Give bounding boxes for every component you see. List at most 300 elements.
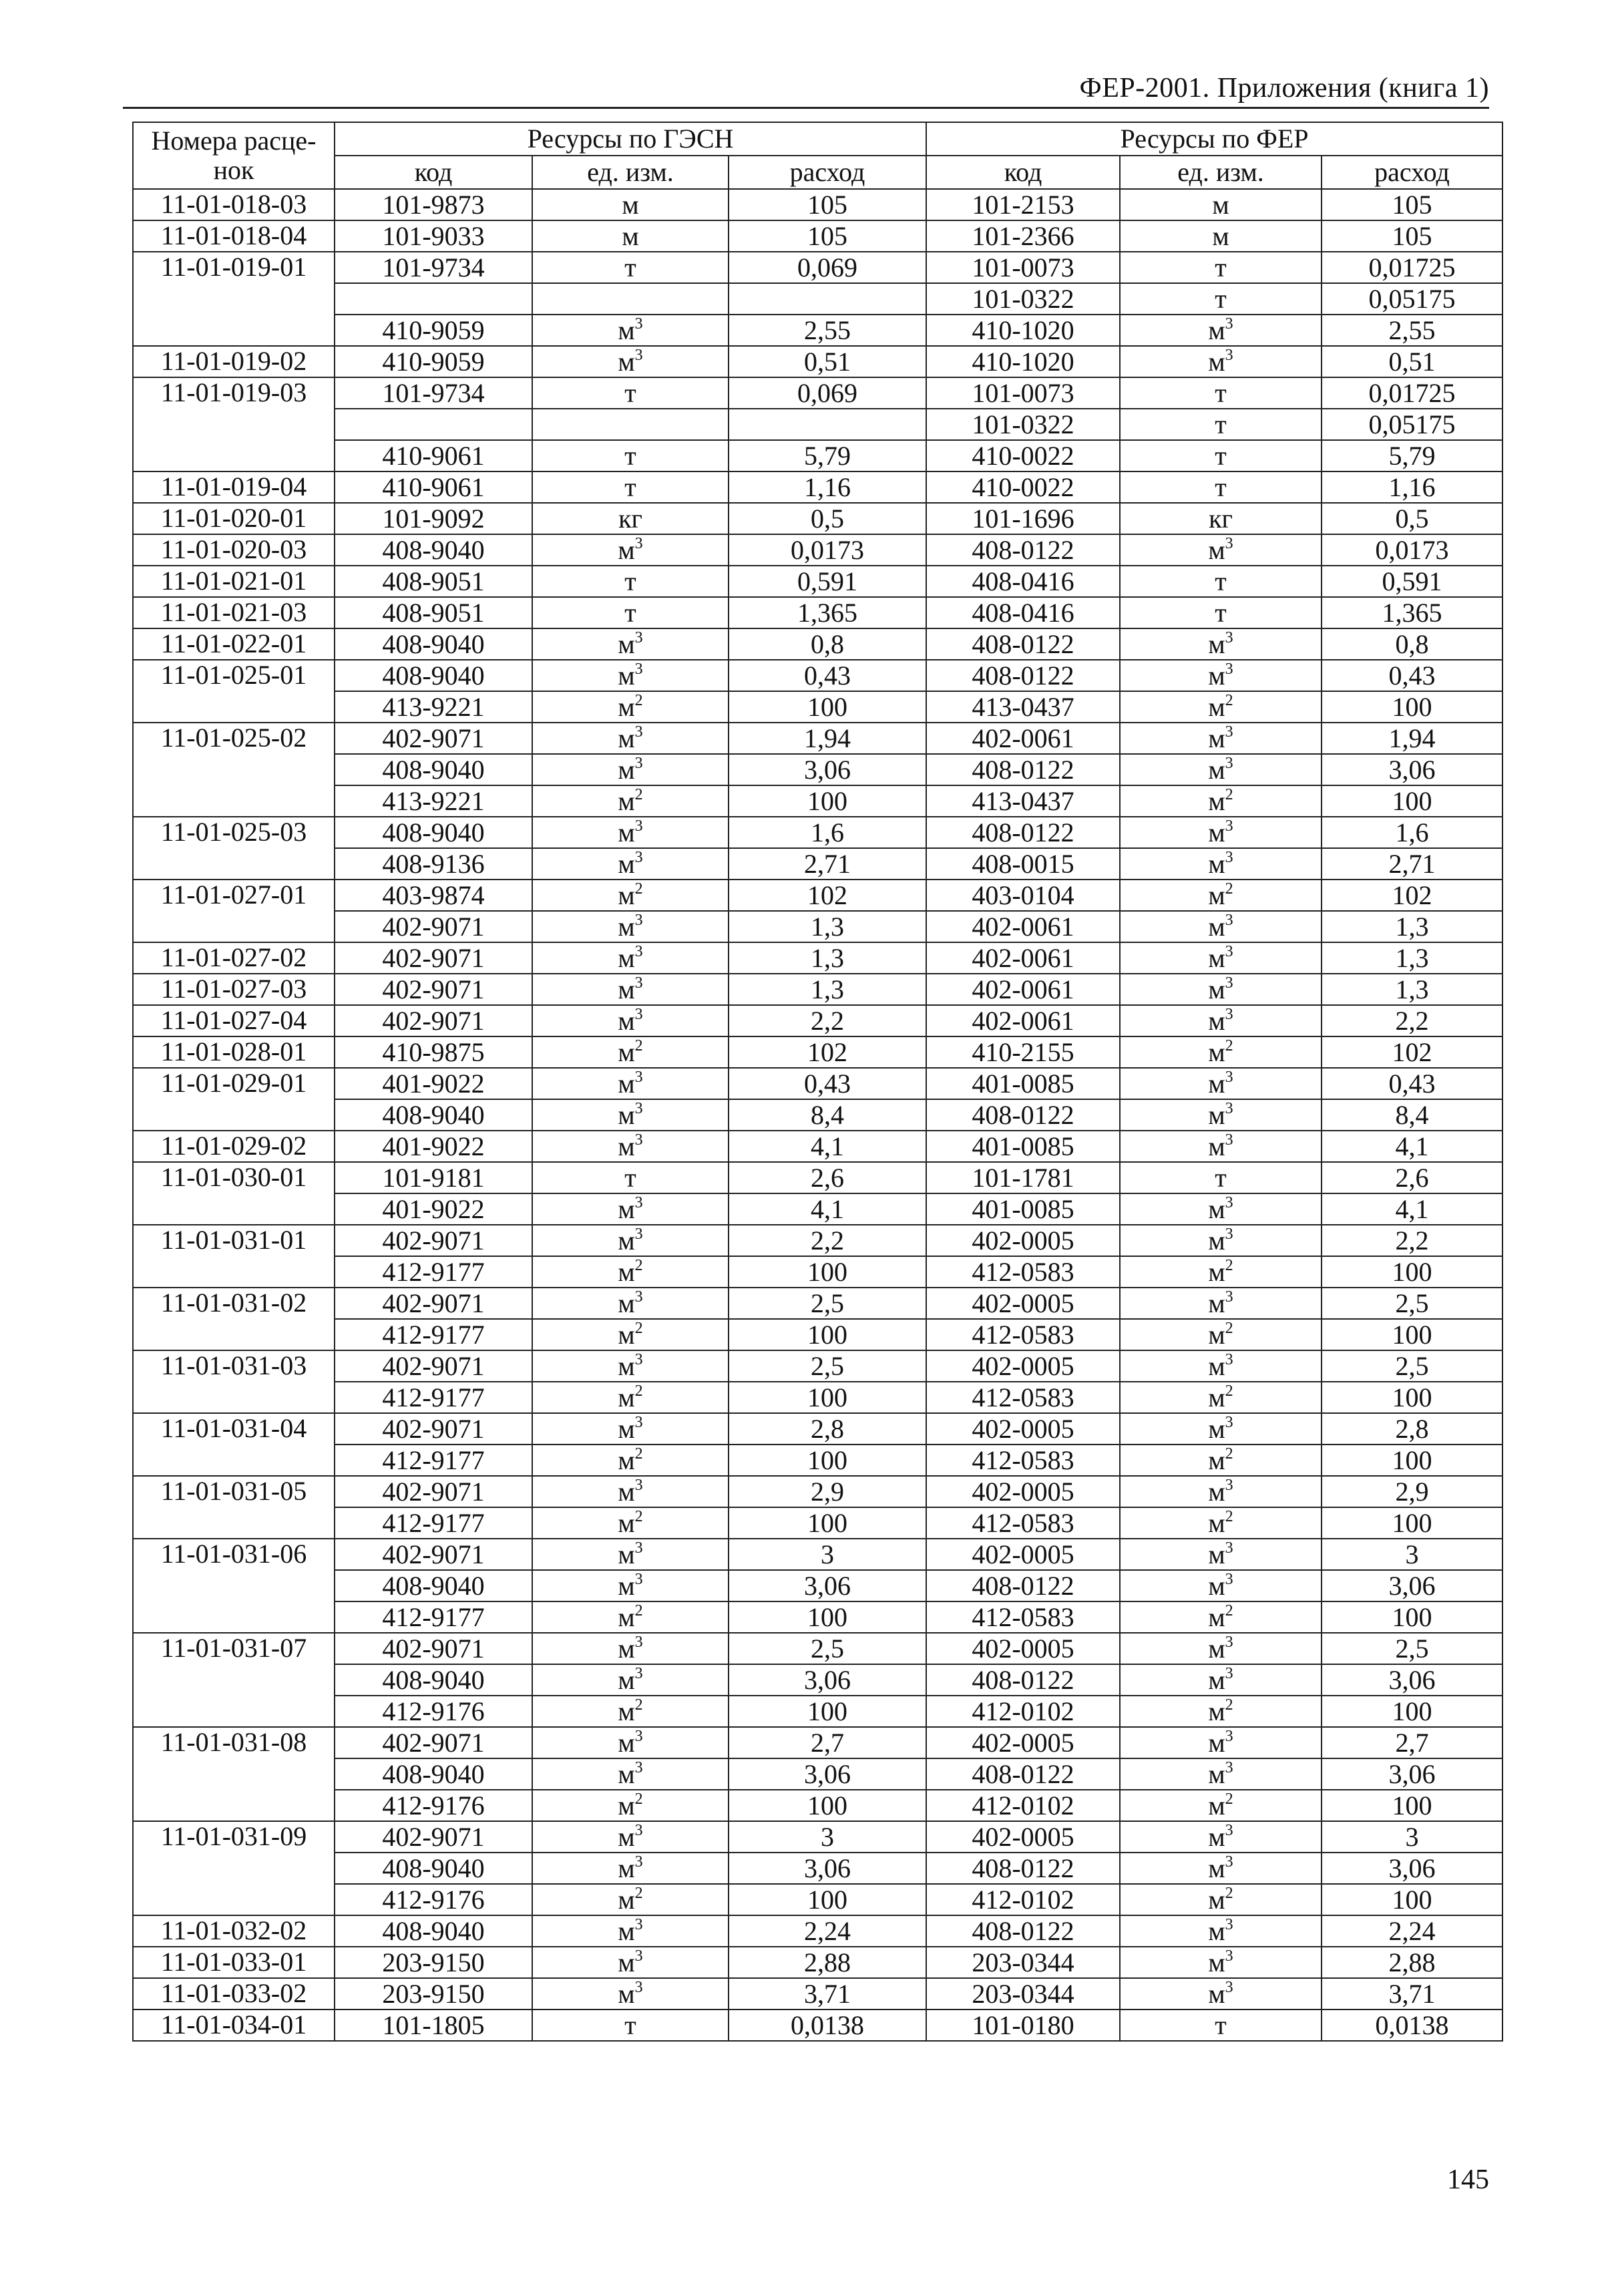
gesn-amount-cell: 3,06 bbox=[729, 1664, 926, 1696]
gesn-unit-cell: $м^2$ bbox=[532, 1319, 729, 1350]
unit-exponent: 3 bbox=[1225, 1539, 1233, 1557]
rate-number-cell: 11-01-031-03 bbox=[133, 1350, 335, 1413]
table-row bbox=[133, 911, 1502, 942]
fer-code-cell: 402-0061 bbox=[926, 974, 1120, 1005]
fer-code-cell: 412-0583 bbox=[926, 1382, 1120, 1413]
fer-code-cell: 412-0583 bbox=[926, 1445, 1120, 1476]
fer-unit-cell: $м^3$ bbox=[1120, 1821, 1322, 1853]
rate-number-cell: 11-01-025-01 bbox=[133, 660, 335, 723]
fer-unit-cell: $м^3$ bbox=[1120, 1099, 1322, 1131]
unit-exponent: 3 bbox=[634, 1821, 643, 1839]
unit-exponent: 3 bbox=[1225, 1413, 1233, 1431]
table-row bbox=[133, 754, 1502, 785]
gesn-unit-cell: $м^3$ bbox=[532, 1099, 729, 1131]
table-row bbox=[133, 848, 1502, 880]
gesn-code-cell: 402-9071 bbox=[335, 1225, 532, 1256]
unit-exponent: 3 bbox=[634, 660, 643, 678]
fer-amount-cell: 2,5 bbox=[1322, 1350, 1502, 1382]
gesn-amount-cell: 0,43 bbox=[729, 1068, 926, 1099]
header-rule bbox=[123, 107, 1489, 109]
gesn-unit-cell: $м^2$ bbox=[532, 1696, 729, 1727]
unit-exponent: 3 bbox=[1225, 754, 1233, 772]
rate-number-cell: 11-01-020-01 bbox=[133, 503, 335, 534]
gesn-code-cell: 402-9071 bbox=[335, 974, 532, 1005]
gesn-code-cell: 408-9136 bbox=[335, 848, 532, 880]
gesn-unit-cell bbox=[532, 283, 729, 315]
gesn-code-cell: 401-9022 bbox=[335, 1068, 532, 1099]
unit-exponent: 3 bbox=[1225, 534, 1233, 552]
unit-exponent: 3 bbox=[634, 1633, 643, 1651]
gesn-code-cell: 401-9022 bbox=[335, 1193, 532, 1225]
rate-number-cell: 11-01-019-02 bbox=[133, 346, 335, 377]
gesn-code-cell: 408-9040 bbox=[335, 534, 532, 566]
header-fer-group: Ресурсы по ФЕР bbox=[926, 122, 1502, 156]
unit-exponent: 3 bbox=[634, 1758, 643, 1776]
unit-exponent: 2 bbox=[634, 1036, 643, 1055]
unit-exponent: 3 bbox=[634, 1915, 643, 1933]
gesn-unit-cell: т bbox=[532, 566, 729, 597]
unit-exponent: 3 bbox=[634, 1413, 643, 1431]
fer-unit-cell: $м^3$ bbox=[1120, 1570, 1322, 1601]
fer-code-cell: 412-0102 bbox=[926, 1696, 1120, 1727]
unit-exponent: 3 bbox=[1225, 1633, 1233, 1651]
table-row bbox=[133, 1036, 1502, 1068]
table-row bbox=[133, 1821, 1502, 1853]
fer-unit-cell: $м^2$ bbox=[1120, 691, 1322, 723]
gesn-code-cell: 101-9092 bbox=[335, 503, 532, 534]
unit-exponent: 3 bbox=[634, 1853, 643, 1871]
gesn-unit-cell: $м^3$ bbox=[532, 1978, 729, 2010]
gesn-unit-cell: $м^3$ bbox=[532, 817, 729, 848]
gesn-amount-cell: 0,069 bbox=[729, 377, 926, 409]
gesn-unit-cell: $м^2$ bbox=[532, 1884, 729, 1915]
fer-unit-cell: $м^2$ bbox=[1120, 880, 1322, 911]
gesn-code-cell: 412-9176 bbox=[335, 1790, 532, 1821]
gesn-unit-cell: $м^3$ bbox=[532, 1727, 729, 1758]
table-row bbox=[133, 1696, 1502, 1727]
header-gesn-unit: ед. изм. bbox=[532, 156, 729, 189]
fer-amount-cell: 0,43 bbox=[1322, 1068, 1502, 1099]
fer-code-cell: 408-0122 bbox=[926, 628, 1120, 660]
rate-number-cell: 11-01-019-04 bbox=[133, 471, 335, 503]
gesn-amount-cell: 1,3 bbox=[729, 974, 926, 1005]
gesn-code-cell: 408-9051 bbox=[335, 566, 532, 597]
gesn-code-cell: 402-9071 bbox=[335, 1821, 532, 1853]
gesn-code-cell: 410-9061 bbox=[335, 440, 532, 471]
fer-unit-cell: $м^3$ bbox=[1120, 848, 1322, 880]
unit-exponent: 3 bbox=[634, 974, 643, 992]
fer-unit-cell: м bbox=[1120, 189, 1322, 220]
fer-unit-cell: $м^3$ bbox=[1120, 315, 1322, 346]
gesn-amount-cell: 1,3 bbox=[729, 911, 926, 942]
unit-exponent: 3 bbox=[1225, 1005, 1233, 1023]
unit-exponent: 3 bbox=[634, 315, 643, 333]
header-row-columns bbox=[133, 156, 1502, 189]
fer-amount-cell: 0,8 bbox=[1322, 628, 1502, 660]
fer-code-cell: 101-0322 bbox=[926, 409, 1120, 440]
gesn-amount-cell: 100 bbox=[729, 1884, 926, 1915]
gesn-code-cell: 402-9071 bbox=[335, 1288, 532, 1319]
gesn-code-cell: 413-9221 bbox=[335, 691, 532, 723]
fer-code-cell: 101-0180 bbox=[926, 2010, 1120, 2041]
gesn-amount-cell: 2,8 bbox=[729, 1413, 926, 1445]
table-row bbox=[133, 660, 1502, 691]
fer-code-cell: 412-0583 bbox=[926, 1601, 1120, 1633]
table-row bbox=[133, 534, 1502, 566]
gesn-unit-cell: $м^2$ bbox=[532, 1601, 729, 1633]
fer-unit-cell: $м^2$ bbox=[1120, 1884, 1322, 1915]
gesn-amount-cell: 4,1 bbox=[729, 1193, 926, 1225]
table-row bbox=[133, 691, 1502, 723]
table-row bbox=[133, 1884, 1502, 1915]
gesn-unit-cell: $м^3$ bbox=[532, 660, 729, 691]
gesn-code-cell bbox=[335, 283, 532, 315]
gesn-amount-cell: 0,069 bbox=[729, 252, 926, 283]
gesn-code-cell: 413-9221 bbox=[335, 785, 532, 817]
fer-amount-cell: 3 bbox=[1322, 1821, 1502, 1853]
unit-exponent: 3 bbox=[634, 911, 643, 929]
gesn-code-cell: 412-9177 bbox=[335, 1445, 532, 1476]
rate-number-cell: 11-01-031-07 bbox=[133, 1633, 335, 1727]
fer-amount-cell: 100 bbox=[1322, 1382, 1502, 1413]
fer-unit-cell: $м^2$ bbox=[1120, 1256, 1322, 1288]
fer-code-cell: 101-2366 bbox=[926, 220, 1120, 252]
fer-code-cell: 402-0005 bbox=[926, 1413, 1120, 1445]
table-row bbox=[133, 723, 1502, 754]
unit-exponent: 2 bbox=[634, 1319, 643, 1337]
gesn-amount-cell: 8,4 bbox=[729, 1099, 926, 1131]
fer-code-cell: 402-0005 bbox=[926, 1539, 1120, 1570]
gesn-unit-cell: т bbox=[532, 2010, 729, 2041]
fer-amount-cell: 1,3 bbox=[1322, 942, 1502, 974]
fer-code-cell: 101-0073 bbox=[926, 377, 1120, 409]
fer-unit-cell: м bbox=[1120, 220, 1322, 252]
fer-code-cell: 408-0122 bbox=[926, 1664, 1120, 1696]
rate-number-cell: 11-01-021-03 bbox=[133, 597, 335, 628]
fer-code-cell: 402-0005 bbox=[926, 1727, 1120, 1758]
fer-code-cell: 402-0005 bbox=[926, 1633, 1120, 1664]
fer-code-cell: 402-0061 bbox=[926, 942, 1120, 974]
fer-amount-cell: 102 bbox=[1322, 880, 1502, 911]
gesn-amount-cell: 100 bbox=[729, 1445, 926, 1476]
gesn-unit-cell: $м^3$ bbox=[532, 346, 729, 377]
fer-unit-cell: т bbox=[1120, 252, 1322, 283]
gesn-code-cell: 203-9150 bbox=[335, 1978, 532, 2010]
unit-exponent: 3 bbox=[634, 628, 643, 646]
gesn-code-cell: 408-9051 bbox=[335, 597, 532, 628]
gesn-unit-cell: $м^2$ bbox=[532, 1256, 729, 1288]
gesn-unit-cell: т bbox=[532, 252, 729, 283]
rate-number-cell: 11-01-029-02 bbox=[133, 1131, 335, 1162]
fer-amount-cell: 1,16 bbox=[1322, 471, 1502, 503]
table-row bbox=[133, 1978, 1502, 2010]
fer-unit-cell: $м^3$ bbox=[1120, 1413, 1322, 1445]
fer-amount-cell: 100 bbox=[1322, 1884, 1502, 1915]
gesn-code-cell: 101-9181 bbox=[335, 1162, 532, 1193]
unit-exponent: 3 bbox=[1225, 1193, 1233, 1211]
gesn-amount-cell: 3 bbox=[729, 1821, 926, 1853]
table-row bbox=[133, 252, 1502, 283]
gesn-unit-cell: т bbox=[532, 377, 729, 409]
unit-exponent: 3 bbox=[1225, 660, 1233, 678]
gesn-unit-cell: $м^3$ bbox=[532, 974, 729, 1005]
fer-code-cell: 410-0022 bbox=[926, 471, 1120, 503]
fer-amount-cell: 100 bbox=[1322, 1790, 1502, 1821]
header-row-groups bbox=[133, 122, 1502, 156]
fer-amount-cell: 2,24 bbox=[1322, 1915, 1502, 1947]
fer-amount-cell: 0,05175 bbox=[1322, 409, 1502, 440]
gesn-code-cell: 402-9071 bbox=[335, 942, 532, 974]
fer-unit-cell: $м^3$ bbox=[1120, 817, 1322, 848]
gesn-amount-cell: 3,06 bbox=[729, 1570, 926, 1601]
table-row bbox=[133, 1947, 1502, 1978]
gesn-code-cell: 412-9177 bbox=[335, 1319, 532, 1350]
gesn-unit-cell: $м^3$ bbox=[532, 1539, 729, 1570]
gesn-code-cell: 410-9059 bbox=[335, 315, 532, 346]
rate-number-cell: 11-01-033-02 bbox=[133, 1978, 335, 2010]
gesn-unit-cell: $м^3$ bbox=[532, 1193, 729, 1225]
fer-unit-cell: $м^2$ bbox=[1120, 1382, 1322, 1413]
fer-amount-cell: 2,7 bbox=[1322, 1727, 1502, 1758]
rate-number-cell: 11-01-032-02 bbox=[133, 1915, 335, 1947]
unit-exponent: 3 bbox=[1225, 1821, 1233, 1839]
unit-exponent: 2 bbox=[1225, 1790, 1233, 1808]
gesn-unit-cell: $м^3$ bbox=[532, 1821, 729, 1853]
unit-exponent: 2 bbox=[634, 785, 643, 803]
gesn-unit-cell: $м^3$ bbox=[532, 723, 729, 754]
rate-number-cell: 11-01-031-06 bbox=[133, 1539, 335, 1633]
gesn-unit-cell: $м^3$ bbox=[532, 1350, 729, 1382]
gesn-code-cell: 101-9033 bbox=[335, 220, 532, 252]
fer-unit-cell: $м^3$ bbox=[1120, 1350, 1322, 1382]
gesn-code-cell: 408-9040 bbox=[335, 1758, 532, 1790]
fer-code-cell: 408-0122 bbox=[926, 660, 1120, 691]
unit-exponent: 2 bbox=[634, 1790, 643, 1808]
fer-code-cell: 203-0344 bbox=[926, 1947, 1120, 1978]
unit-exponent: 3 bbox=[634, 1099, 643, 1117]
table-row bbox=[133, 409, 1502, 440]
gesn-amount-cell: 2,2 bbox=[729, 1225, 926, 1256]
unit-exponent: 3 bbox=[634, 1288, 643, 1306]
unit-exponent: 3 bbox=[1225, 1915, 1233, 1933]
rate-number-cell: 11-01-029-01 bbox=[133, 1068, 335, 1131]
table-row bbox=[133, 785, 1502, 817]
unit-exponent: 2 bbox=[1225, 1319, 1233, 1337]
fer-code-cell: 402-0061 bbox=[926, 723, 1120, 754]
gesn-amount-cell: 102 bbox=[729, 880, 926, 911]
rate-number-cell: 11-01-027-04 bbox=[133, 1005, 335, 1036]
unit-exponent: 2 bbox=[1225, 1445, 1233, 1463]
gesn-unit-cell: $м^3$ bbox=[532, 911, 729, 942]
unit-exponent: 2 bbox=[1225, 1382, 1233, 1400]
rate-number-cell: 11-01-021-01 bbox=[133, 566, 335, 597]
gesn-amount-cell: 105 bbox=[729, 189, 926, 220]
gesn-unit-cell: т bbox=[532, 1162, 729, 1193]
unit-exponent: 3 bbox=[634, 534, 643, 552]
table-row bbox=[133, 377, 1502, 409]
fer-code-cell: 101-2153 bbox=[926, 189, 1120, 220]
gesn-amount-cell: 100 bbox=[729, 1256, 926, 1288]
fer-amount-cell: 0,5 bbox=[1322, 503, 1502, 534]
unit-exponent: 3 bbox=[634, 942, 643, 960]
unit-exponent: 2 bbox=[634, 1884, 643, 1902]
fer-code-cell: 408-0122 bbox=[926, 754, 1120, 785]
table-row bbox=[133, 1601, 1502, 1633]
fer-unit-cell: $м^3$ bbox=[1120, 1225, 1322, 1256]
unit-exponent: 2 bbox=[1225, 1696, 1233, 1714]
fer-amount-cell: 100 bbox=[1322, 1256, 1502, 1288]
rate-number-cell: 11-01-027-02 bbox=[133, 942, 335, 974]
table-row bbox=[133, 503, 1502, 534]
gesn-amount-cell: 0,51 bbox=[729, 346, 926, 377]
header-fer-code: код bbox=[926, 156, 1120, 189]
gesn-amount-cell: 1,16 bbox=[729, 471, 926, 503]
fer-unit-cell: $м^3$ bbox=[1120, 1853, 1322, 1884]
fer-unit-cell: $м^3$ bbox=[1120, 1193, 1322, 1225]
gesn-unit-cell: $м^3$ bbox=[532, 754, 729, 785]
fer-code-cell: 408-0122 bbox=[926, 1853, 1120, 1884]
fer-amount-cell: 2,88 bbox=[1322, 1947, 1502, 1978]
gesn-amount-cell: 0,8 bbox=[729, 628, 926, 660]
fer-code-cell: 412-0583 bbox=[926, 1319, 1120, 1350]
gesn-amount-cell: 2,2 bbox=[729, 1005, 926, 1036]
unit-exponent: 3 bbox=[1225, 911, 1233, 929]
gesn-unit-cell: $м^2$ bbox=[532, 1036, 729, 1068]
fer-amount-cell: 2,2 bbox=[1322, 1225, 1502, 1256]
gesn-amount-cell: 2,5 bbox=[729, 1633, 926, 1664]
gesn-unit-cell: $м^2$ bbox=[532, 1445, 729, 1476]
gesn-unit-cell: $м^3$ bbox=[532, 1068, 729, 1099]
fer-amount-cell: 5,79 bbox=[1322, 440, 1502, 471]
table-row bbox=[133, 1570, 1502, 1601]
fer-unit-cell: $м^3$ bbox=[1120, 534, 1322, 566]
gesn-code-cell: 412-9176 bbox=[335, 1884, 532, 1915]
fer-amount-cell: 3,71 bbox=[1322, 1978, 1502, 2010]
fer-amount-cell: 0,05175 bbox=[1322, 283, 1502, 315]
header-fer-unit: ед. изм. bbox=[1120, 156, 1322, 189]
rate-number-cell: 11-01-031-02 bbox=[133, 1288, 335, 1350]
fer-unit-cell: $м^2$ bbox=[1120, 1790, 1322, 1821]
fer-unit-cell: $м^3$ bbox=[1120, 1476, 1322, 1507]
gesn-amount-cell: 2,5 bbox=[729, 1350, 926, 1382]
rate-number-cell: 11-01-027-03 bbox=[133, 974, 335, 1005]
running-head-title: ФЕР-2001. Приложения (книга 1) bbox=[1079, 73, 1489, 104]
fer-amount-cell: 105 bbox=[1322, 220, 1502, 252]
unit-exponent: 2 bbox=[634, 1696, 643, 1714]
unit-exponent: 3 bbox=[634, 723, 643, 741]
fer-code-cell: 410-1020 bbox=[926, 346, 1120, 377]
gesn-unit-cell: $м^3$ bbox=[532, 1131, 729, 1162]
table-row bbox=[133, 440, 1502, 471]
rate-number-cell: 11-01-019-01 bbox=[133, 252, 335, 346]
gesn-unit-cell: $м^2$ bbox=[532, 1382, 729, 1413]
table-row bbox=[133, 1225, 1502, 1256]
unit-exponent: 3 bbox=[1225, 346, 1233, 364]
gesn-unit-cell: $м^3$ bbox=[532, 1758, 729, 1790]
gesn-code-cell: 402-9071 bbox=[335, 723, 532, 754]
gesn-code-cell: 408-9040 bbox=[335, 1853, 532, 1884]
fer-unit-cell: $м^3$ bbox=[1120, 1758, 1322, 1790]
table-row bbox=[133, 628, 1502, 660]
unit-exponent: 3 bbox=[634, 1664, 643, 1682]
fer-code-cell: 101-0073 bbox=[926, 252, 1120, 283]
fer-code-cell: 203-0344 bbox=[926, 1978, 1120, 2010]
fer-unit-cell: т bbox=[1120, 283, 1322, 315]
gesn-amount-cell: 1,94 bbox=[729, 723, 926, 754]
fer-unit-cell: т bbox=[1120, 2010, 1322, 2041]
fer-code-cell: 412-0102 bbox=[926, 1790, 1120, 1821]
fer-amount-cell: 0,591 bbox=[1322, 566, 1502, 597]
gesn-code-cell: 401-9022 bbox=[335, 1131, 532, 1162]
fer-unit-cell: $м^3$ bbox=[1120, 1131, 1322, 1162]
fer-unit-cell: $м^3$ bbox=[1120, 346, 1322, 377]
rate-number-cell: 11-01-033-01 bbox=[133, 1947, 335, 1978]
table-row bbox=[133, 315, 1502, 346]
fer-unit-cell: $м^3$ bbox=[1120, 1978, 1322, 2010]
gesn-code-cell: 408-9040 bbox=[335, 1915, 532, 1947]
gesn-unit-cell: т bbox=[532, 471, 729, 503]
gesn-amount-cell: 2,7 bbox=[729, 1727, 926, 1758]
fer-code-cell: 408-0122 bbox=[926, 1915, 1120, 1947]
gesn-amount-cell: 0,43 bbox=[729, 660, 926, 691]
unit-exponent: 3 bbox=[634, 1570, 643, 1588]
fer-code-cell: 412-0102 bbox=[926, 1884, 1120, 1915]
gesn-code-cell: 408-9040 bbox=[335, 660, 532, 691]
fer-code-cell: 402-0005 bbox=[926, 1350, 1120, 1382]
fer-code-cell: 402-0061 bbox=[926, 1005, 1120, 1036]
rate-number-cell: 11-01-018-03 bbox=[133, 189, 335, 220]
table-row bbox=[133, 1319, 1502, 1350]
unit-exponent: 3 bbox=[634, 754, 643, 772]
unit-exponent: 3 bbox=[634, 1978, 643, 1996]
gesn-code-cell: 412-9177 bbox=[335, 1507, 532, 1539]
gesn-unit-cell: $м^2$ bbox=[532, 880, 729, 911]
gesn-amount-cell: 1,6 bbox=[729, 817, 926, 848]
fer-unit-cell: $м^3$ bbox=[1120, 660, 1322, 691]
fer-amount-cell: 0,51 bbox=[1322, 346, 1502, 377]
gesn-amount-cell: 2,71 bbox=[729, 848, 926, 880]
fer-amount-cell: 2,5 bbox=[1322, 1288, 1502, 1319]
gesn-unit-cell: т bbox=[532, 597, 729, 628]
table-row bbox=[133, 220, 1502, 252]
fer-amount-cell: 0,01725 bbox=[1322, 377, 1502, 409]
unit-exponent: 3 bbox=[634, 1225, 643, 1243]
unit-exponent: 2 bbox=[1225, 785, 1233, 803]
gesn-amount-cell: 2,55 bbox=[729, 315, 926, 346]
fer-code-cell: 408-0122 bbox=[926, 1570, 1120, 1601]
unit-exponent: 2 bbox=[1225, 1036, 1233, 1055]
gesn-code-cell: 408-9040 bbox=[335, 754, 532, 785]
gesn-amount-cell: 2,6 bbox=[729, 1162, 926, 1193]
fer-code-cell: 410-0022 bbox=[926, 440, 1120, 471]
gesn-unit-cell: $м^3$ bbox=[532, 1476, 729, 1507]
table-row bbox=[133, 1633, 1502, 1664]
fer-amount-cell: 3,06 bbox=[1322, 1853, 1502, 1884]
gesn-amount-cell: 1,365 bbox=[729, 597, 926, 628]
fer-amount-cell: 100 bbox=[1322, 1601, 1502, 1633]
fer-amount-cell: 1,3 bbox=[1322, 974, 1502, 1005]
gesn-amount-cell: 3,06 bbox=[729, 1853, 926, 1884]
gesn-amount-cell: 0,0173 bbox=[729, 534, 926, 566]
fer-unit-cell: $м^2$ bbox=[1120, 1319, 1322, 1350]
fer-unit-cell: $м^3$ bbox=[1120, 628, 1322, 660]
unit-exponent: 3 bbox=[1225, 1978, 1233, 1996]
gesn-amount-cell: 4,1 bbox=[729, 1131, 926, 1162]
fer-unit-cell: $м^3$ bbox=[1120, 723, 1322, 754]
header-gesn-code: код bbox=[335, 156, 532, 189]
gesn-amount-cell: 100 bbox=[729, 1382, 926, 1413]
unit-exponent: 2 bbox=[1225, 1256, 1233, 1274]
